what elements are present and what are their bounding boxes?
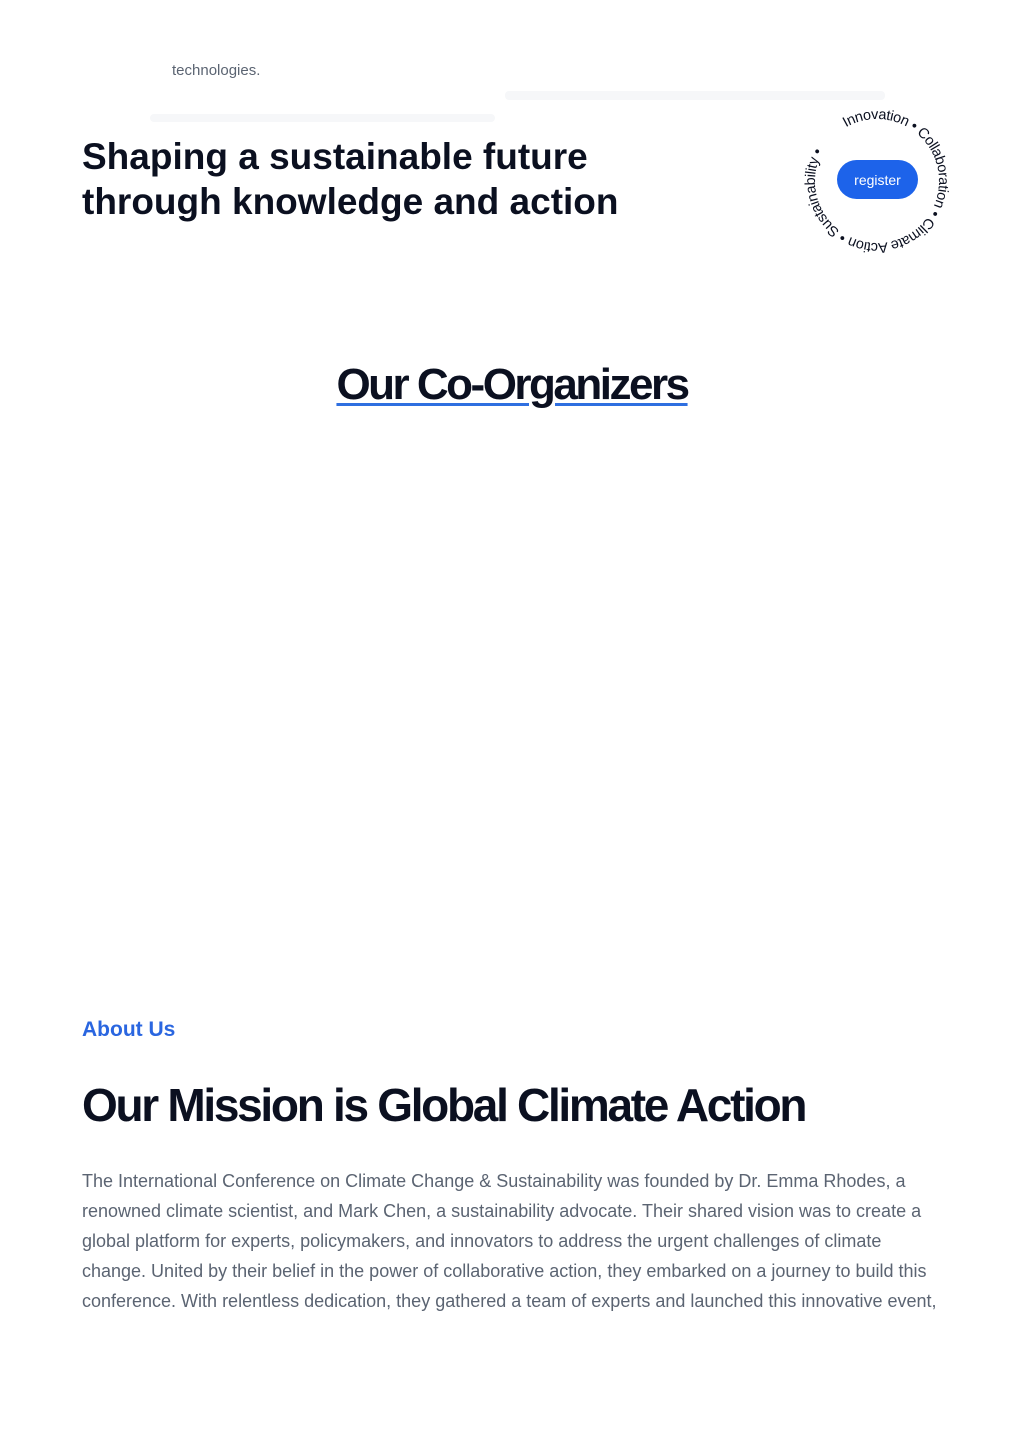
mission-title: Our Mission is Global Climate Action xyxy=(82,1079,806,1131)
hero-tagline-line1: Shaping a sustainable future xyxy=(82,136,588,177)
divider xyxy=(150,114,495,122)
co-organizers-heading xyxy=(0,360,1024,410)
badge-ring-text: Innovation • Collaboration • Climate Action • Sustainability • xyxy=(802,106,952,256)
divider xyxy=(505,91,885,100)
hero-tagline xyxy=(82,134,702,224)
mission-body: The International Conference on Climate Change & Sustainability was founded by Dr. Emma Rhodes, a renowned climate scientist, and Mark Chen, a sustainability advocate. Their shared vision was to create a global platform for experts, policymakers, and innovators to address the urgent challenges of climate change. United by their belief in the power of collaborative action, they embarked on a journey to build this conference. With relentless dedication, they gathered a team of experts and launched this innovative event, xyxy=(82,1171,937,1311)
about-label: About Us xyxy=(82,1018,176,1041)
hero-tagline-line2: through knowledge and action xyxy=(82,181,619,222)
register-button[interactable]: register xyxy=(837,160,918,199)
co-organizers-heading-text: Our Co-Organizers xyxy=(336,360,688,409)
intro-text-fragment: technologies. xyxy=(172,62,261,79)
